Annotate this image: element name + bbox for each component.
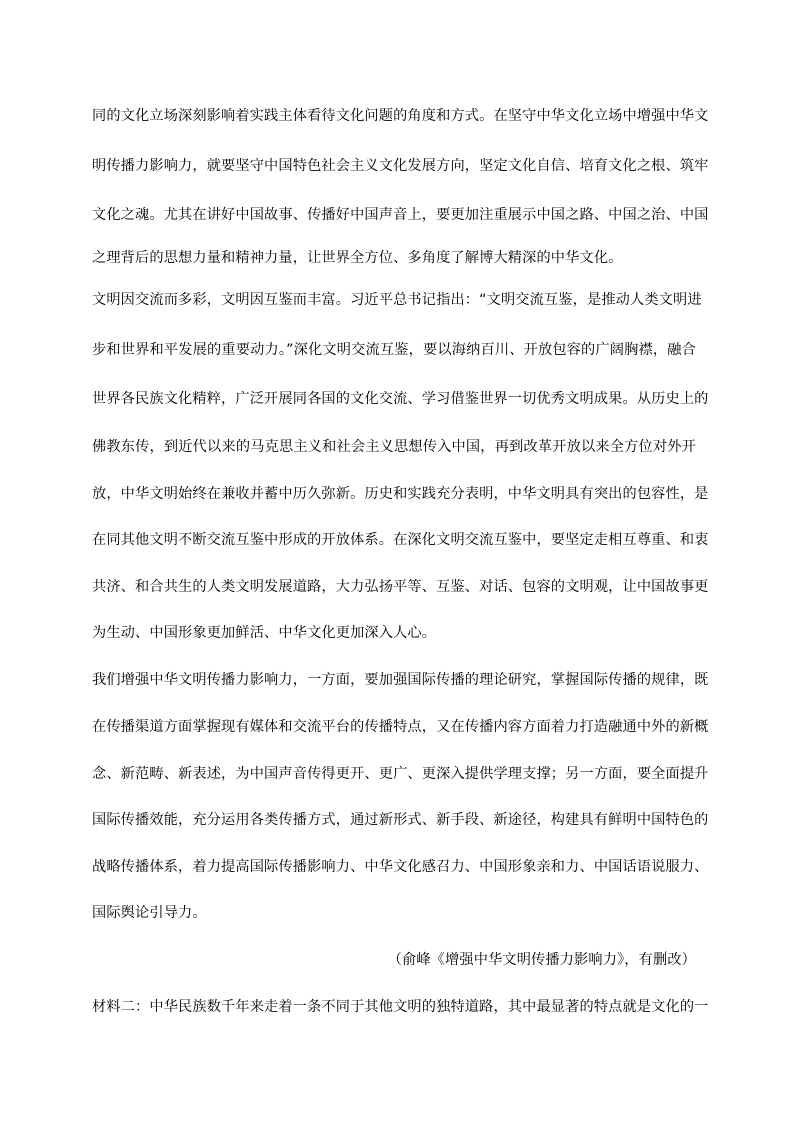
text-line: 国际传播效能，充分运用各类传播方式，通过新形式、新手段、新途径，构建具有鲜明中国特色的: [92, 812, 709, 828]
text-line: 世界各民族文化精粹，广泛开展同各国的文化交流、学习借鉴世界一切优秀文明成果。从历史上的: [92, 391, 709, 407]
text-line: 同的文化立场深刻影响着实践主体看待文化问题的角度和方式。在坚守中华文化立场中增强中华文: [92, 108, 709, 124]
text-line: 战略传播体系，着力提高国际传播影响力、中华文化感召力、中国形象亲和力、中国话语说服力、: [92, 859, 709, 875]
text-line: 为生动、中国形象更加鲜活、中华文化更加深入人心。: [92, 625, 437, 641]
text-line: 国际舆论引导力。: [92, 905, 207, 921]
text-line: 步和世界和平发展的重要动力。”深化文明交流互鉴，要以海纳百川、开放包容的广阔胸襟，融合: [92, 342, 696, 358]
text-line: 我们增强中华文明传播力影响力，一方面，要加强国际传播的理论研究，掌握国际传播的规律，既: [92, 672, 709, 688]
text-line: 在同其他文明不断交流互鉴中形成的开放体系。在深化文明交流互鉴中，要坚定走相互尊重、和衷: [92, 532, 709, 548]
text-line: 材料二：中华民族数千年来走着一条不同于其他文明的独特道路，其中最显著的特点就是文化的一: [92, 999, 709, 1015]
text-line: 在传播渠道方面掌握现有媒体和交流平台的传播特点，又在传播内容方面着力打造融通中外的新概: [92, 719, 709, 735]
text-line: 佛教东传，到近代以来的马克思主义和社会主义思想传入中国，再到改革开放以来全方位对外开: [92, 439, 696, 455]
text-line: 共济、和合共生的人类文明发展道路，大力弘扬平等、互鉴、对话、包容的文明观，让中国故事更: [92, 579, 709, 595]
text-line: 放，中华文明始终在兼收并蓄中历久弥新。历史和实践充分表明，中华文明具有突出的包容性，是: [92, 486, 709, 502]
text-line: 念、新范畴、新表述，为中国声音传得更开、更广、更深入提供学理支撑；另一方面，要全面提升: [92, 766, 709, 782]
text-line: 文化之魂。尤其在讲好中国故事、传播好中国声音上，要更加注重展示中国之路、中国之治、中国: [92, 207, 709, 223]
source-citation: （俞峰《增强中华文明传播力影响力》，有删改）: [387, 952, 696, 968]
text-line: 文明因交流而多彩，文明因互鉴而丰富。习近平总书记指出：“文明交流互鉴，是推动人类文明进: [92, 292, 702, 308]
text-line: 明传播力影响力，就要坚守中国特色社会主义文化发展方向，坚定文化自信、培育文化之根、筑牢: [92, 158, 709, 174]
text-line: 之理背后的思想力量和精神力量，让世界全方位、多角度了解博大精深的中华文化。: [92, 250, 623, 266]
